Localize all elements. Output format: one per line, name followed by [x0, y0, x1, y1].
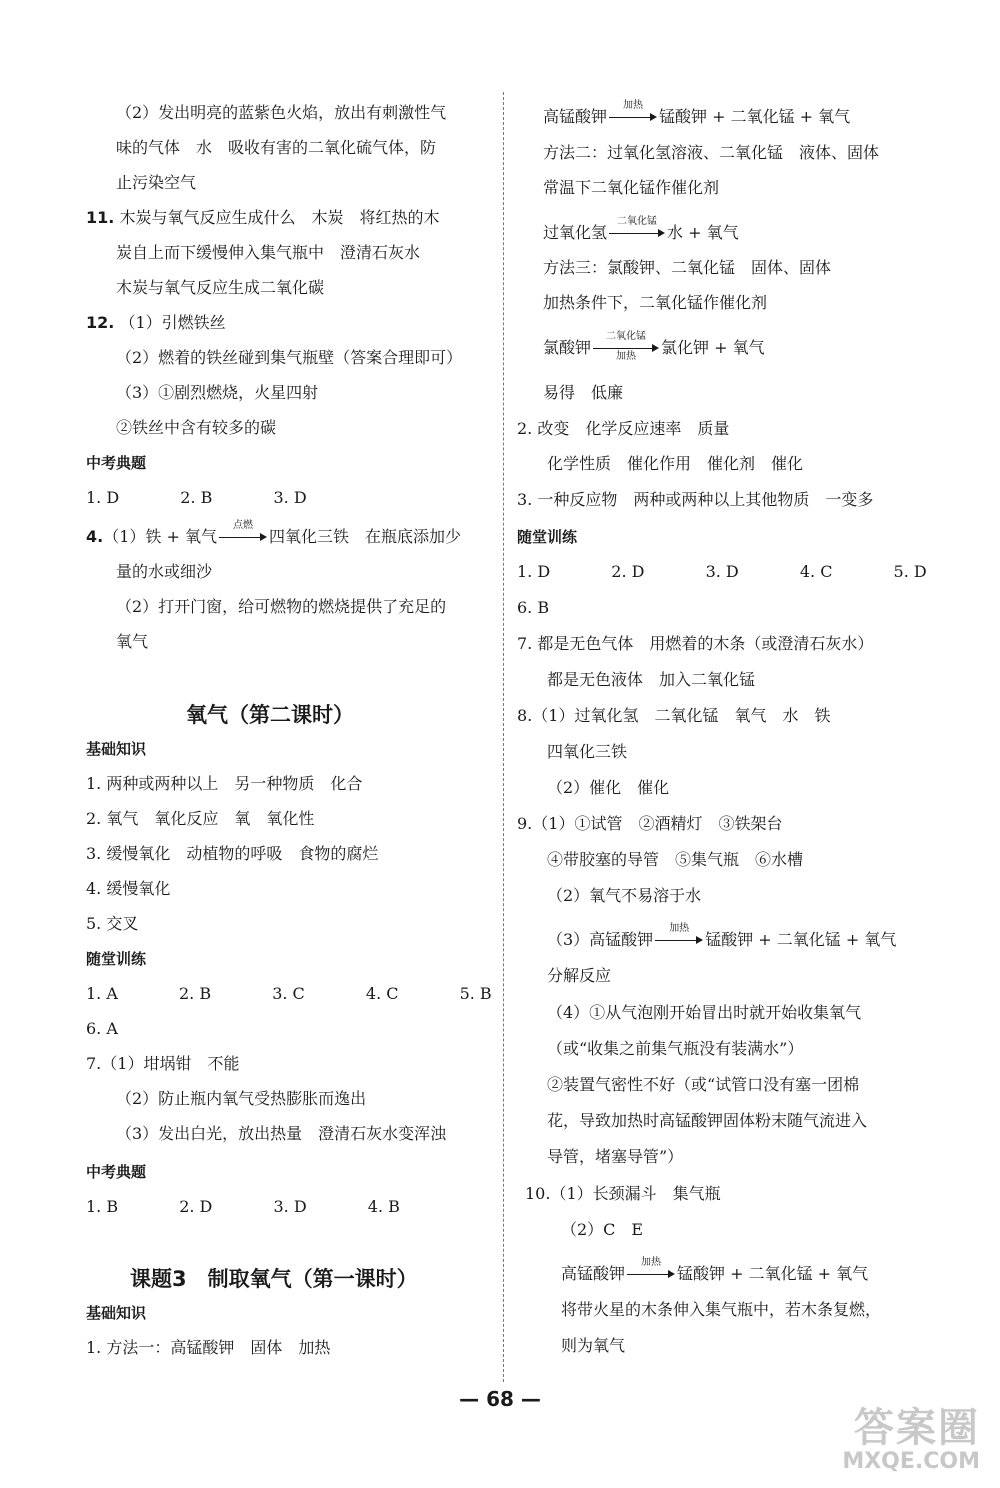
answer-line: 木炭与氧气反应生成二氧化碳: [116, 278, 325, 297]
answer-item: 2. D: [179, 1197, 213, 1216]
answer-line: 3. 缓慢氧化 动植物的呼吸 食物的腐烂: [86, 844, 379, 863]
answer-line: 4. 缓慢氧化: [86, 879, 171, 898]
answer-line: （2）燃着的铁丝碰到集气瓶壁（答案合理即可）: [116, 348, 463, 367]
answer-line: 1. 方法一：高锰酸钾 固体 加热: [86, 1338, 331, 1357]
answer-item: 2. D: [611, 562, 645, 581]
answer-line: 花，导致加热时高锰酸钾固体粉末随气流进入: [547, 1111, 868, 1130]
answer-row: [517, 561, 927, 583]
reaction-arrow-icon: [219, 520, 267, 548]
equation-reactants: 高锰酸钾: [561, 1264, 626, 1283]
answer-line: 方法二：过氧化氢溶液、二氧化锰 液体、固体: [543, 143, 880, 162]
equation-products: 四氧化三铁 在瓶底添加少: [268, 527, 461, 546]
question-11: [86, 207, 439, 229]
answer-line: ②铁丝中含有较多的碳: [116, 418, 277, 437]
section-title: 课题3 制取氧气（第一课时）: [130, 1267, 418, 1291]
watermark-url: MXQE.COM: [842, 1449, 980, 1474]
answer-line: 7. 都是无色气体 用燃着的木条（或澄清石灰水）: [517, 634, 874, 653]
equation-reactants: 氯酸钾: [543, 338, 592, 357]
section-title: 氧气（第二课时）: [186, 703, 354, 727]
reaction-condition: 加热: [641, 1257, 662, 1268]
equation-line: [547, 923, 897, 951]
reaction-condition: 二氧化锰: [617, 216, 658, 227]
equation-line: [543, 100, 851, 128]
answer-item: 4. C: [365, 984, 399, 1003]
equation-products: 水 + 氧气: [667, 223, 739, 242]
answer-item: 1. D: [86, 488, 120, 507]
answer-item: 2. B: [179, 984, 212, 1003]
equation-products: 氯化钾 + 氧气: [661, 338, 765, 357]
equation-products: 锰酸钾 + 二氧化锰 + 氧气: [659, 107, 851, 126]
watermark-logo: [842, 1406, 980, 1474]
answer-line: （2）C E: [561, 1220, 644, 1239]
equation-line: [543, 331, 765, 362]
equation-reactants: 高锰酸钾: [543, 107, 608, 126]
answer-line: 加热条件下，二氧化锰作催化剂: [543, 293, 768, 312]
answer-line: （2）打开门窗，给可燃物的燃烧提供了充足的: [116, 597, 447, 616]
reaction-condition: 加热: [669, 923, 690, 934]
equation-reactants: （1）铁 + 氧气: [103, 527, 217, 546]
answer-line: 8.（1）过氧化氢 二氧化锰 氧气 水 铁: [517, 706, 831, 725]
answer-line: 四氧化三铁: [547, 742, 628, 761]
reaction-arrow-icon: [609, 216, 665, 244]
equation-line: [561, 1257, 869, 1285]
answer-line: 2. 改变 化学反应速率 质量: [517, 419, 730, 438]
answer-line: （2）催化 催化: [547, 778, 670, 797]
answer-line: （2）发出明亮的蓝紫色火焰，放出有刺激性气: [116, 103, 447, 122]
column-divider: [503, 92, 505, 1382]
section-heading: 中考典题: [86, 454, 147, 472]
question-number: 4.: [86, 527, 104, 546]
answer-item: 5. B: [459, 984, 492, 1003]
answer-line: （3）①剧烈燃烧，火星四射: [116, 383, 319, 402]
answer-item: 1. A: [86, 984, 118, 1003]
equation-reactants: （3）高锰酸钾: [547, 930, 654, 949]
answer-text: （1）引燃铁丝: [119, 313, 226, 332]
answer-line: （2）氧气不易溶于水: [547, 886, 702, 905]
answer-line: 止污染空气: [116, 173, 197, 192]
equation: [547, 923, 897, 951]
equation: [561, 1257, 869, 1285]
answer-item: 5. D: [893, 562, 927, 581]
answer-line: 则为氧气: [561, 1336, 626, 1355]
answer-line: 氧气: [116, 632, 149, 651]
answer-line: 1. 两种或两种以上 另一种物质 化合: [86, 774, 363, 793]
answer-item: 3. D: [705, 562, 739, 581]
answer-line: 量的水或细沙: [116, 562, 213, 581]
answer-row: [86, 983, 492, 1005]
answer-line: 9.（1）①试管 ②酒精灯 ③铁架台: [517, 814, 783, 833]
answer-line: （或“收集之前集气瓶没有装满水”）: [547, 1039, 804, 1058]
section-heading: 中考典题: [86, 1163, 147, 1181]
answer-line: 炭自上而下缓慢伸入集气瓶中 澄清石灰水: [116, 243, 421, 262]
question-4: [86, 520, 461, 548]
reaction-condition: 加热: [623, 100, 644, 111]
page-number: — 68 —: [459, 1387, 541, 1411]
reaction-condition: 点燃: [232, 520, 253, 531]
equation: [543, 331, 765, 362]
answer-line: 6. B: [517, 598, 550, 617]
answer-item: 4. B: [367, 1197, 400, 1216]
answer-line: 2. 氧气 氧化反应 氧 氧化性: [86, 809, 315, 828]
reaction-arrow-icon: [627, 1257, 675, 1285]
answer-line: 常温下二氧化锰作催化剂: [543, 178, 720, 197]
reaction-condition: 二氧化锰: [606, 331, 647, 342]
equation: [86, 520, 461, 548]
equation-products: 锰酸钾 + 二氧化锰 + 氧气: [705, 930, 897, 949]
answer-line: （3）发出白光，放出热量 澄清石灰水变浑浊: [116, 1124, 447, 1143]
equation-line: [543, 216, 739, 244]
answer-line: 6. A: [86, 1019, 118, 1038]
equation-reactants: 过氧化氢: [543, 223, 608, 242]
answer-item: 1. D: [517, 562, 551, 581]
answer-line: 3. 一种反应物 两种或两种以上其他物质 一变多: [517, 490, 874, 509]
answer-item: 3. C: [272, 984, 305, 1003]
answer-line: 将带火星的木条伸入集气瓶中，若木条复燃，: [561, 1300, 882, 1319]
answer-line: 味的气体 水 吸收有害的二氧化硫气体，防: [116, 138, 437, 157]
reaction-arrow-icon: [593, 331, 659, 362]
section-heading: 随堂训练: [517, 528, 578, 546]
reaction-arrow-icon: [609, 100, 657, 128]
section-heading: 随堂训练: [86, 950, 147, 968]
answer-line: （4）①从气泡刚开始冒出时就开始收集氧气: [547, 1003, 862, 1022]
section-heading: 基础知识: [86, 1304, 147, 1322]
answer-line: 都是无色液体 加入二氧化锰: [547, 670, 756, 689]
answer-item: 1. B: [86, 1197, 119, 1216]
answer-line: ④带胶塞的导管 ⑤集气瓶 ⑥水槽: [547, 850, 804, 869]
reaction-condition: 加热: [616, 351, 637, 362]
watermark-text: 答案圈: [854, 1405, 980, 1451]
answer-line: 5. 交叉: [86, 914, 139, 933]
question-12: [86, 312, 226, 334]
question-number: 12.: [86, 313, 115, 332]
answer-line: 易得 低廉: [543, 383, 624, 402]
answer-line: 10.（1）长颈漏斗 集气瓶: [525, 1184, 721, 1203]
answer-text: 木炭与氧气反应生成什么 木炭 将红热的木: [119, 208, 440, 227]
equation: [543, 100, 851, 128]
answer-line: （2）防止瓶内氧气受热膨胀而逸出: [116, 1089, 367, 1108]
answer-line: 方法三：氯酸钾、二氧化锰 固体、固体: [543, 258, 832, 277]
answer-row: [86, 487, 307, 509]
equation: [543, 216, 739, 244]
answer-line: 分解反应: [547, 966, 612, 985]
reaction-arrow-icon: [655, 923, 703, 951]
answer-item: 3. D: [273, 1197, 307, 1216]
answer-item: 2. B: [180, 488, 213, 507]
answer-line: 7.（1）坩埚钳 不能: [86, 1054, 240, 1073]
answer-line: 导管，堵塞导管”）: [547, 1147, 684, 1166]
question-number: 11.: [86, 208, 115, 227]
answer-line: 化学性质 催化作用 催化剂 催化: [547, 454, 804, 473]
equation-products: 锰酸钾 + 二氧化锰 + 氧气: [677, 1264, 869, 1283]
answer-item: 3. D: [273, 488, 307, 507]
section-heading: 基础知识: [86, 740, 147, 758]
answer-row: [86, 1196, 400, 1218]
answer-item: 4. C: [799, 562, 833, 581]
answer-line: ②装置气密性不好（或“试管口没有塞一团棉: [547, 1075, 860, 1094]
